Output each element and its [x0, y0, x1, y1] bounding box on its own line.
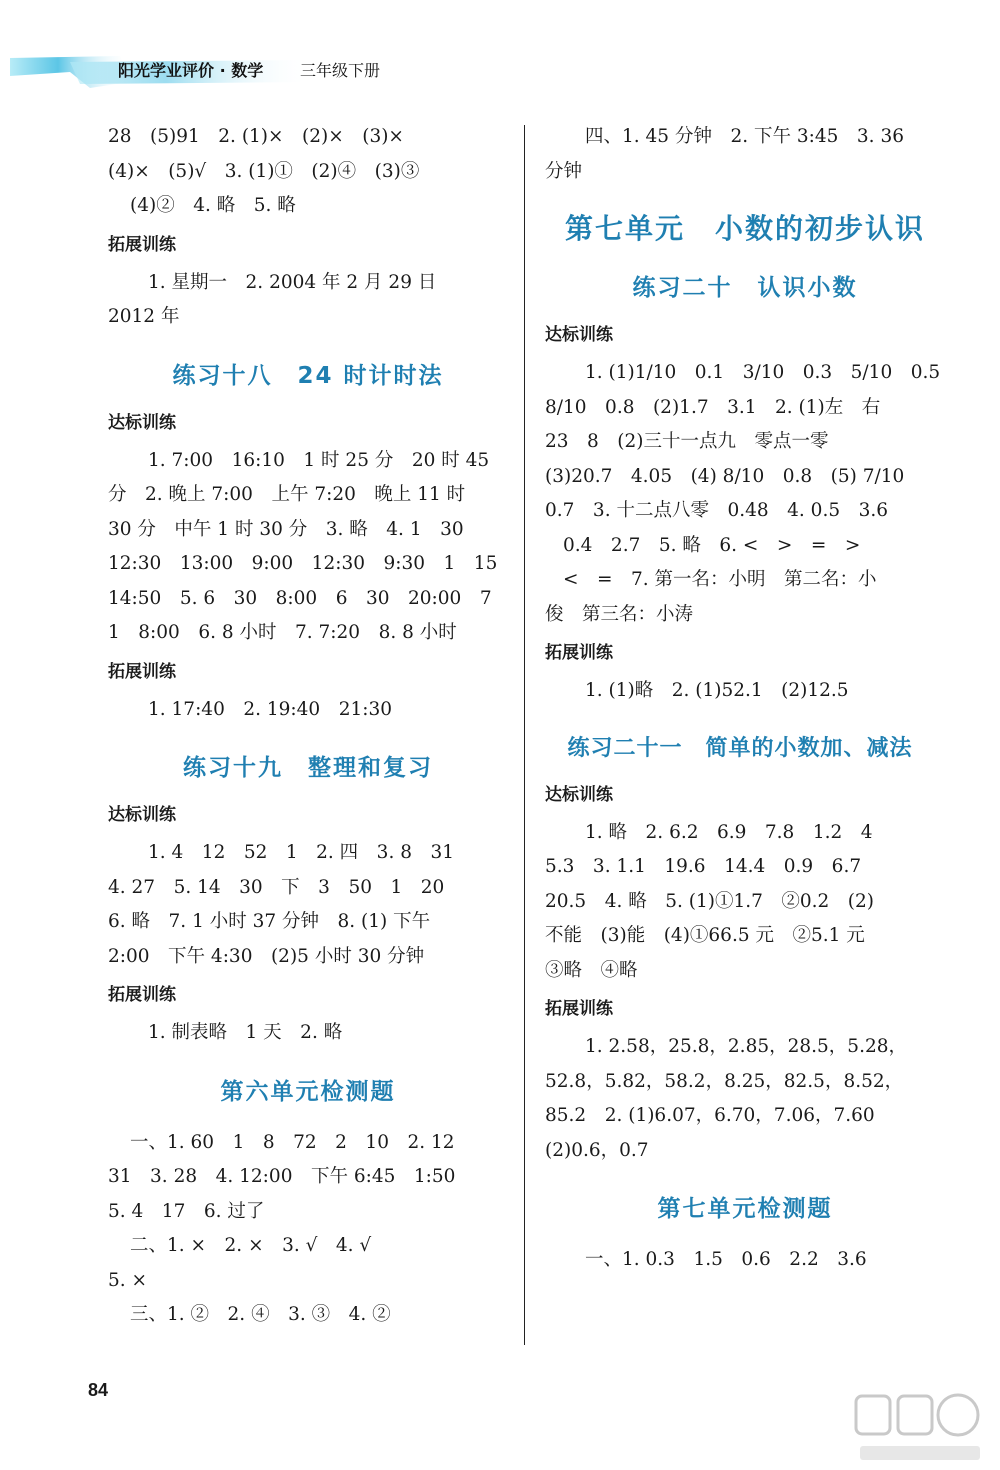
section-label: 拓展训练 [108, 234, 176, 255]
answer-line: 28 (5)91 2. (1)× (2)× (3)× [108, 126, 404, 147]
answer-line: 分 2. 晚上 7:00 上午 7:20 晚上 11 时 [108, 484, 466, 505]
section-label: 拓展训练 [108, 661, 176, 682]
exercise-heading: 练习二十 认识小数 [632, 275, 858, 301]
section-label: 达标训练 [545, 325, 613, 345]
section-label: 达标训练 [108, 805, 176, 825]
page-number: 84 [88, 1380, 109, 1400]
answer-line: 分钟 [545, 160, 583, 182]
answer-line: ③略 ④略 [545, 959, 638, 981]
answer-line: 52.8，5.82，58.2，8.25，82.5，8.52， [545, 1070, 904, 1092]
answer-line: 1. 17:40 2. 19:40 21:30 [148, 698, 393, 720]
answer-line: 2012 年 [108, 306, 180, 327]
answer-line: 85.2 2. (1)6.07，6.70，7.06，7.60 [545, 1105, 875, 1126]
answer-line: 8/10 0.8 (2)1.7 3.1 2. (1)左 右 [545, 396, 881, 418]
answer-line: 14:50 5. 6 30 8:00 6 30 20:00 7 [108, 587, 492, 609]
answer-line: 0.7 3. 十二点八零 0.48 4. 0.5 3.6 [545, 500, 889, 521]
answer-line: < = 7. 第一名：小明 第二名：小 [563, 569, 877, 590]
answer-line: 30 分 中午 1 时 30 分 3. 略 4. 1 30 [108, 518, 464, 540]
answer-line: 1. (1)略 2. (1)52.1 (2)12.5 [585, 680, 849, 701]
answer-line: 31 3. 28 4. 12:00 下午 6:45 1:50 [108, 1166, 456, 1187]
answer-line: 一、1. 0.3 1.5 0.6 2.2 3.6 [585, 1249, 867, 1270]
answer-line: 4. 27 5. 14 30 下 3 50 1 20 [108, 876, 445, 898]
section-label: 拓展训练 [108, 985, 176, 1005]
answer-line: 三、1. ② 2. ④ 3. ③ 4. ② [130, 1304, 391, 1325]
test-heading: 第六单元检测题 [220, 1078, 396, 1105]
answer-line: 1. 制表略 1 天 2. 略 [148, 1022, 343, 1043]
answer-line: 5. × [108, 1269, 148, 1291]
answer-line: 23 8 (2)三十一点九 零点一零 [545, 431, 829, 452]
header-title: 阳光学业评价 · 数学 [118, 61, 264, 80]
exercise-heading: 练习二十一 简单的小数加、减法 [567, 735, 913, 761]
answer-line: (4)② 4. 略 5. 略 [130, 195, 296, 216]
answer-line: 一、1. 60 1 8 72 2 10 2. 12 [130, 1131, 455, 1153]
unit-heading: 第七单元 小数的初步认识 [564, 212, 925, 245]
left-column [108, 120, 508, 1333]
answer-line: 1. 4 12 52 1 2. 四 3. 8 31 [148, 842, 455, 863]
answer-line: 0.4 2.7 5. 略 6. < > = > [563, 534, 861, 556]
answer-line: (3)20.7 4.05 (4) 8/10 0.8 (5) 7/10 [545, 465, 905, 487]
answer-line: 6. 略 7. 1 小时 37 分钟 8. (1) 下午 [108, 911, 431, 932]
answer-line: 1. 略 2. 6.2 6.9 7.8 1.2 4 [585, 821, 873, 843]
watermark-logo [850, 1390, 990, 1466]
exercise-heading: 练习十九 整理和复习 [183, 755, 433, 781]
right-column [545, 120, 945, 1278]
section-label: 拓展训练 [545, 999, 613, 1019]
answer-line: 1. 7:00 16:10 1 时 25 分 20 时 45 [148, 449, 490, 471]
answer-line: (2)0.6，0.7 [545, 1139, 649, 1161]
header-subtitle: 三年级下册 [300, 61, 381, 80]
answer-line: 5. 4 17 6. 过了 [108, 1200, 265, 1222]
answer-line: 20.5 4. 略 5. (1)①1.7 ②0.2 (2) [545, 890, 875, 912]
answer-line: 2:00 下午 4:30 (2)5 小时 30 分钟 [108, 945, 425, 967]
test-heading: 第七单元检测题 [657, 1196, 833, 1222]
answer-line: 1. 星期一 2. 2004 年 2 月 29 日 [148, 271, 437, 293]
answer-line: 5.3 3. 1.1 19.6 14.4 0.9 6.7 [545, 856, 862, 877]
answer-line: 1. (1)1/10 0.1 3/10 0.3 5/10 0.5 [585, 362, 941, 383]
answer-line: 俊 第三名：小涛 [545, 603, 694, 625]
section-label: 拓展训练 [545, 643, 613, 663]
exercise-heading: 练习十八 24 时计时法 [172, 362, 444, 389]
answer-line: (4)× (5)√ 3. (1)① (2)④ (3)③ [108, 160, 420, 182]
section-label: 达标训练 [545, 784, 613, 805]
answer-line: 四、1. 45 分钟 2. 下午 3:45 3. 36 [585, 126, 904, 147]
answer-line: 二、1. × 2. × 3. √ 4. √ [130, 1235, 372, 1256]
answer-line: 12:30 13:00 9:00 12:30 9:30 1 15 [108, 553, 498, 574]
answer-line: 1. 2.58，25.8，2.85，28.5，5.28， [585, 1036, 907, 1057]
answer-line: 不能 (3)能 (4)①66.5 元 ②5.1 元 [545, 925, 865, 946]
section-label: 达标训练 [108, 412, 176, 433]
column-divider [524, 125, 525, 1345]
answer-line: 1 8:00 6. 8 小时 7. 7:20 8. 8 小时 [108, 622, 457, 643]
